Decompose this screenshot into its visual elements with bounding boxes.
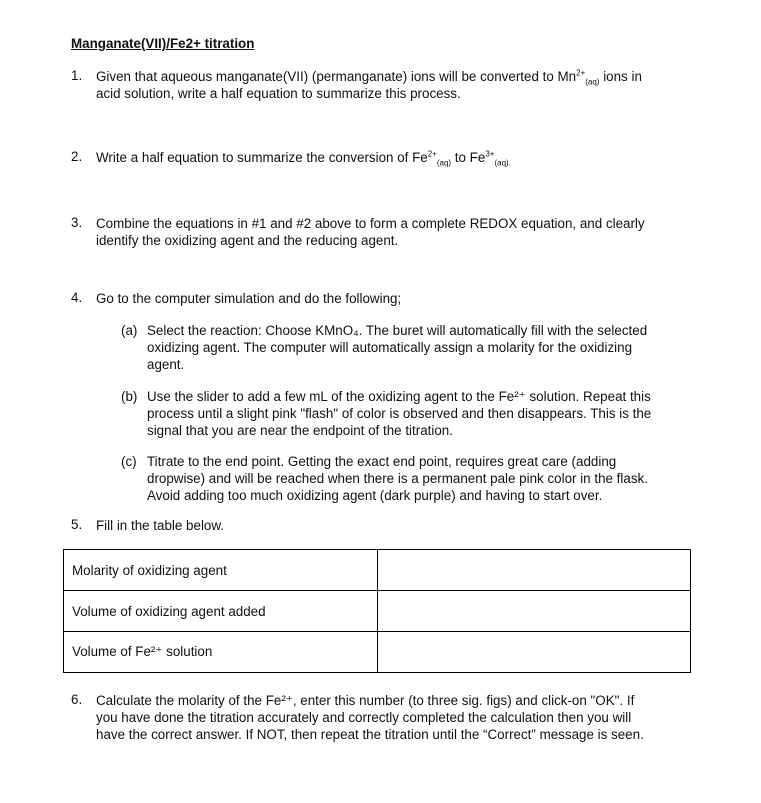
question-2-number: 2. (71, 149, 83, 164)
table-row (64, 550, 691, 591)
question-1-text (96, 68, 642, 102)
page-title: Manganate(VII)/Fe2+ titration (71, 36, 255, 51)
volume-fe-answer-cell[interactable] (378, 632, 691, 673)
molarity-label: Molarity of oxidizing agent (64, 550, 378, 591)
question-6-number: 6. (71, 692, 83, 707)
question-3-line-1: Combine the equations in #1 and #2 above to form a complete REDOX equation, and clearly (96, 216, 645, 231)
step-a-line-1: Select the reaction: Choose KMnO₄. The buret will automatically fill with the selected (147, 323, 648, 338)
question-1-line-1: Given that aqueous manganate(VII) (permanganate) ions will be converted to $Mn^{2+}_{(aq)}$ ions in (96, 68, 642, 87)
table-row (64, 632, 691, 673)
step-c-label: (c) (121, 454, 137, 469)
question-6-text (96, 692, 644, 743)
question-2-text: Write a half equation to summarize the conversion of $Fe^{2+}_{(aq)}$ to $Fe^{3+}_{(aq).}$ (96, 149, 511, 168)
question-3-line-2: identify the oxidizing agent and the reducing agent. (96, 233, 399, 248)
question-6-line-3: have the correct answer. If NOT, then repeat the titration until the “Correct” message is seen. (96, 727, 644, 742)
volume-fe-label: Volume of Fe²⁺ solution (64, 632, 378, 673)
question-1-number: 1. (71, 68, 83, 83)
volume-oxidizer-answer-cell[interactable] (378, 591, 691, 632)
step-c-text (147, 453, 648, 504)
step-c-line-3: Avoid adding too much oxidizing agent (dark purple) and having to start over. (147, 488, 603, 503)
step-b-text (147, 388, 651, 439)
step-a-text (147, 322, 647, 373)
step-b-line-1: Use the slider to add a few mL of the oxidizing agent to the Fe²⁺ solution. Repeat this (147, 389, 651, 404)
question-3-number: 3. (71, 215, 83, 230)
step-a-label: (a) (121, 323, 138, 338)
question-6-line-2: you have done the titration accurately and correctly completed the calculation then you will (96, 710, 632, 725)
volume-oxidizer-label: Volume of oxidizing agent added (64, 591, 378, 632)
table-row (64, 591, 691, 632)
question-6-line-1: Calculate the molarity of the Fe²⁺, enter this number (to three sig. figs) and click-on "OK". If (96, 693, 635, 708)
step-b-line-2: process until a slight pink "flash" of color is observed and then disappears. This is the (147, 406, 652, 421)
question-5-text: Fill in the table below. (96, 518, 225, 533)
question-3-text (96, 215, 645, 249)
question-5-number: 5. (71, 517, 83, 532)
question-4-text: Go to the computer simulation and do the following; (96, 291, 402, 306)
step-b-line-3: signal that you are near the endpoint of the titration. (147, 423, 453, 438)
answer-table (63, 549, 691, 673)
step-a-line-2: oxidizing agent. The computer will automatically assign a molarity for the oxidizing (147, 340, 633, 355)
step-c-line-1: Titrate to the end point. Getting the exact end point, requires great care (adding (147, 454, 617, 469)
molarity-answer-cell[interactable] (378, 550, 691, 591)
step-a-line-3: agent. (147, 357, 185, 372)
question-1-line-2: acid solution, write a half equation to summarize this process. (96, 86, 461, 101)
question-4-number: 4. (71, 290, 83, 305)
step-b-label: (b) (121, 389, 138, 404)
step-c-line-2: dropwise) and will be reached when there is a permanent pale pink color in the flask. (147, 471, 648, 486)
